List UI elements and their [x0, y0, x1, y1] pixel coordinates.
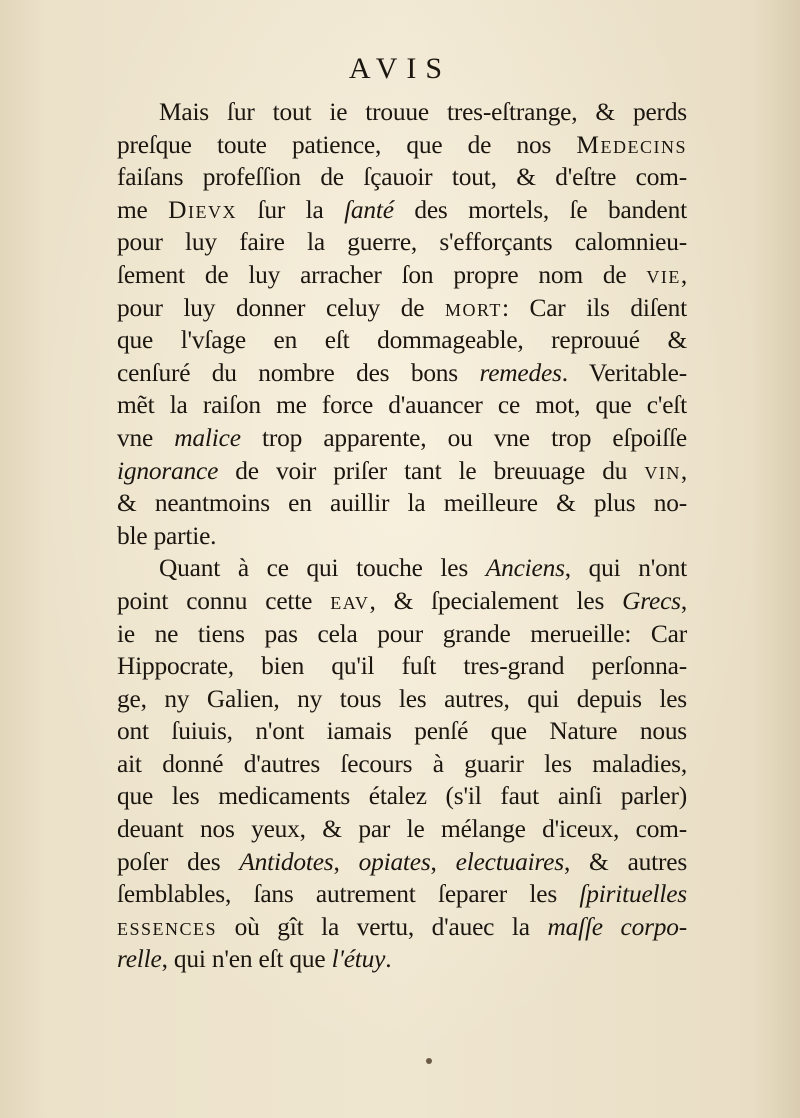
text-line	[117, 194, 687, 227]
text-run: point connu cette	[117, 586, 331, 615]
text-run: pour luy donner celuy de	[117, 293, 445, 322]
text-run: preſque toute patience, que de nos	[117, 130, 577, 159]
text-run: ,	[680, 586, 688, 615]
text-run: & neantmoins en auillir la meilleure & plus no-	[117, 489, 687, 518]
text-line	[117, 780, 687, 813]
text-run: me	[117, 195, 169, 224]
italic-word: l'étuy	[331, 945, 386, 974]
italic-word: ignorance	[117, 456, 219, 485]
text-line	[117, 292, 687, 325]
small-caps-word: essences	[117, 912, 218, 941]
text-run: ie ne tiens pas cela pour grande merueille: Car	[117, 619, 687, 648]
text-run: cenſuré du nombre des bons	[117, 358, 480, 387]
text-line	[117, 911, 687, 944]
italic-word: ſpirituelles	[579, 880, 687, 909]
small-caps-word: Medecins	[576, 130, 687, 159]
small-caps-word: vin	[644, 456, 681, 485]
text-line	[117, 161, 687, 194]
text-run: ſement de luy arracher ſon propre nom de	[117, 260, 647, 289]
text-line	[117, 487, 687, 520]
text-run: que les medicaments étalez (s'il faut ainſi parler)	[117, 782, 687, 811]
text-line	[117, 715, 687, 748]
italic-word: electuaires	[455, 847, 564, 876]
text-run: pour luy faire la guerre, s'efforçants calomnieu-	[117, 228, 687, 257]
text-line	[117, 683, 687, 716]
text-run: où gît la vertu, d'auec la	[217, 912, 548, 941]
text-run: vne	[117, 423, 175, 452]
text-run: ,	[333, 847, 359, 876]
text-run: que l'vſage en eſt dommageable, reprouué &	[117, 326, 687, 355]
text-run: , & ſpecialement les	[369, 586, 623, 615]
text-run: Hippocrate, bien qu'il fuſt tres-grand perſonna-	[117, 652, 687, 681]
text-line	[117, 96, 687, 129]
text-line	[117, 618, 687, 651]
text-run: trop apparente, ou vne trop eſpoiſſe	[240, 423, 687, 452]
text-run: .	[385, 945, 392, 974]
text-run: . Veritable-	[561, 358, 688, 387]
italic-word: Antidotes	[239, 847, 334, 876]
text-line	[117, 422, 687, 455]
text-line	[117, 226, 687, 259]
text-run: poſer des	[117, 847, 240, 876]
text-line	[117, 943, 687, 976]
text-line	[117, 259, 687, 292]
text-line	[117, 846, 687, 879]
text-run: de voir priſer tant le breuuage du	[218, 456, 645, 485]
text-run: , qui n'en eſt que	[161, 945, 332, 974]
small-caps-word: Dievx	[168, 195, 237, 224]
italic-word: Grecs	[622, 586, 681, 615]
italic-word: malice	[174, 423, 241, 452]
text-line	[117, 813, 687, 846]
text-line	[117, 585, 687, 618]
text-run: ont ſuiuis, n'ont iamais penſé que Nature nous	[117, 717, 687, 746]
text-run: ſemblables, ſans autrement ſeparer les	[117, 880, 580, 909]
italic-word: ſanté	[344, 195, 394, 224]
italic-word: Anciens	[485, 554, 565, 583]
text-line	[117, 455, 687, 488]
text-run: , qui n'ont	[564, 554, 687, 583]
text-run: des mortels, ſe bandent	[393, 195, 687, 224]
text-line	[117, 748, 687, 781]
small-caps-word: vie	[646, 260, 681, 289]
text-run: Quant à ce qui touche les	[159, 554, 486, 583]
text-run: ,	[430, 847, 456, 876]
text-run: ,	[680, 260, 687, 289]
text-line	[117, 129, 687, 162]
text-run: : Car ils diſent	[501, 293, 687, 322]
italic-word: remedes	[479, 358, 562, 387]
running-header: AVIS	[348, 52, 452, 85]
text-run: mẽt la raiſon me force d'auancer ce mot, que c'eſt	[117, 391, 687, 420]
text-run: ,	[680, 456, 687, 485]
text-run: ſur la	[236, 195, 345, 224]
text-line	[117, 650, 687, 683]
text-run: deuant nos yeux, & par le mélange d'iceux, com-	[117, 815, 687, 844]
text-run: faiſans profeſſion de ſçauoir tout, & d'eſtre com-	[117, 163, 687, 192]
text-line	[117, 552, 687, 585]
text-run: ait donné d'autres ſecours à guarir les maladies,	[117, 749, 687, 778]
text-line	[117, 878, 687, 911]
small-caps-word: eav	[330, 586, 370, 615]
body-text	[117, 96, 687, 976]
small-caps-word: mort	[445, 293, 502, 322]
text-run: , & autres	[563, 847, 688, 876]
ink-speck	[426, 1058, 432, 1064]
text-run: ble partie.	[117, 521, 217, 550]
text-line	[117, 324, 687, 357]
text-line	[117, 357, 687, 390]
text-line	[117, 389, 687, 422]
text-line	[117, 520, 687, 553]
italic-word: relle	[117, 945, 162, 974]
italic-word: opiates	[358, 847, 431, 876]
text-run: Mais ſur tout ie trouue tres-eſtrange, & perds	[159, 98, 687, 126]
text-run: ge, ny Galien, ny tous les autres, qui depuis les	[117, 684, 687, 713]
italic-word: maſſe corpo-	[547, 912, 687, 941]
